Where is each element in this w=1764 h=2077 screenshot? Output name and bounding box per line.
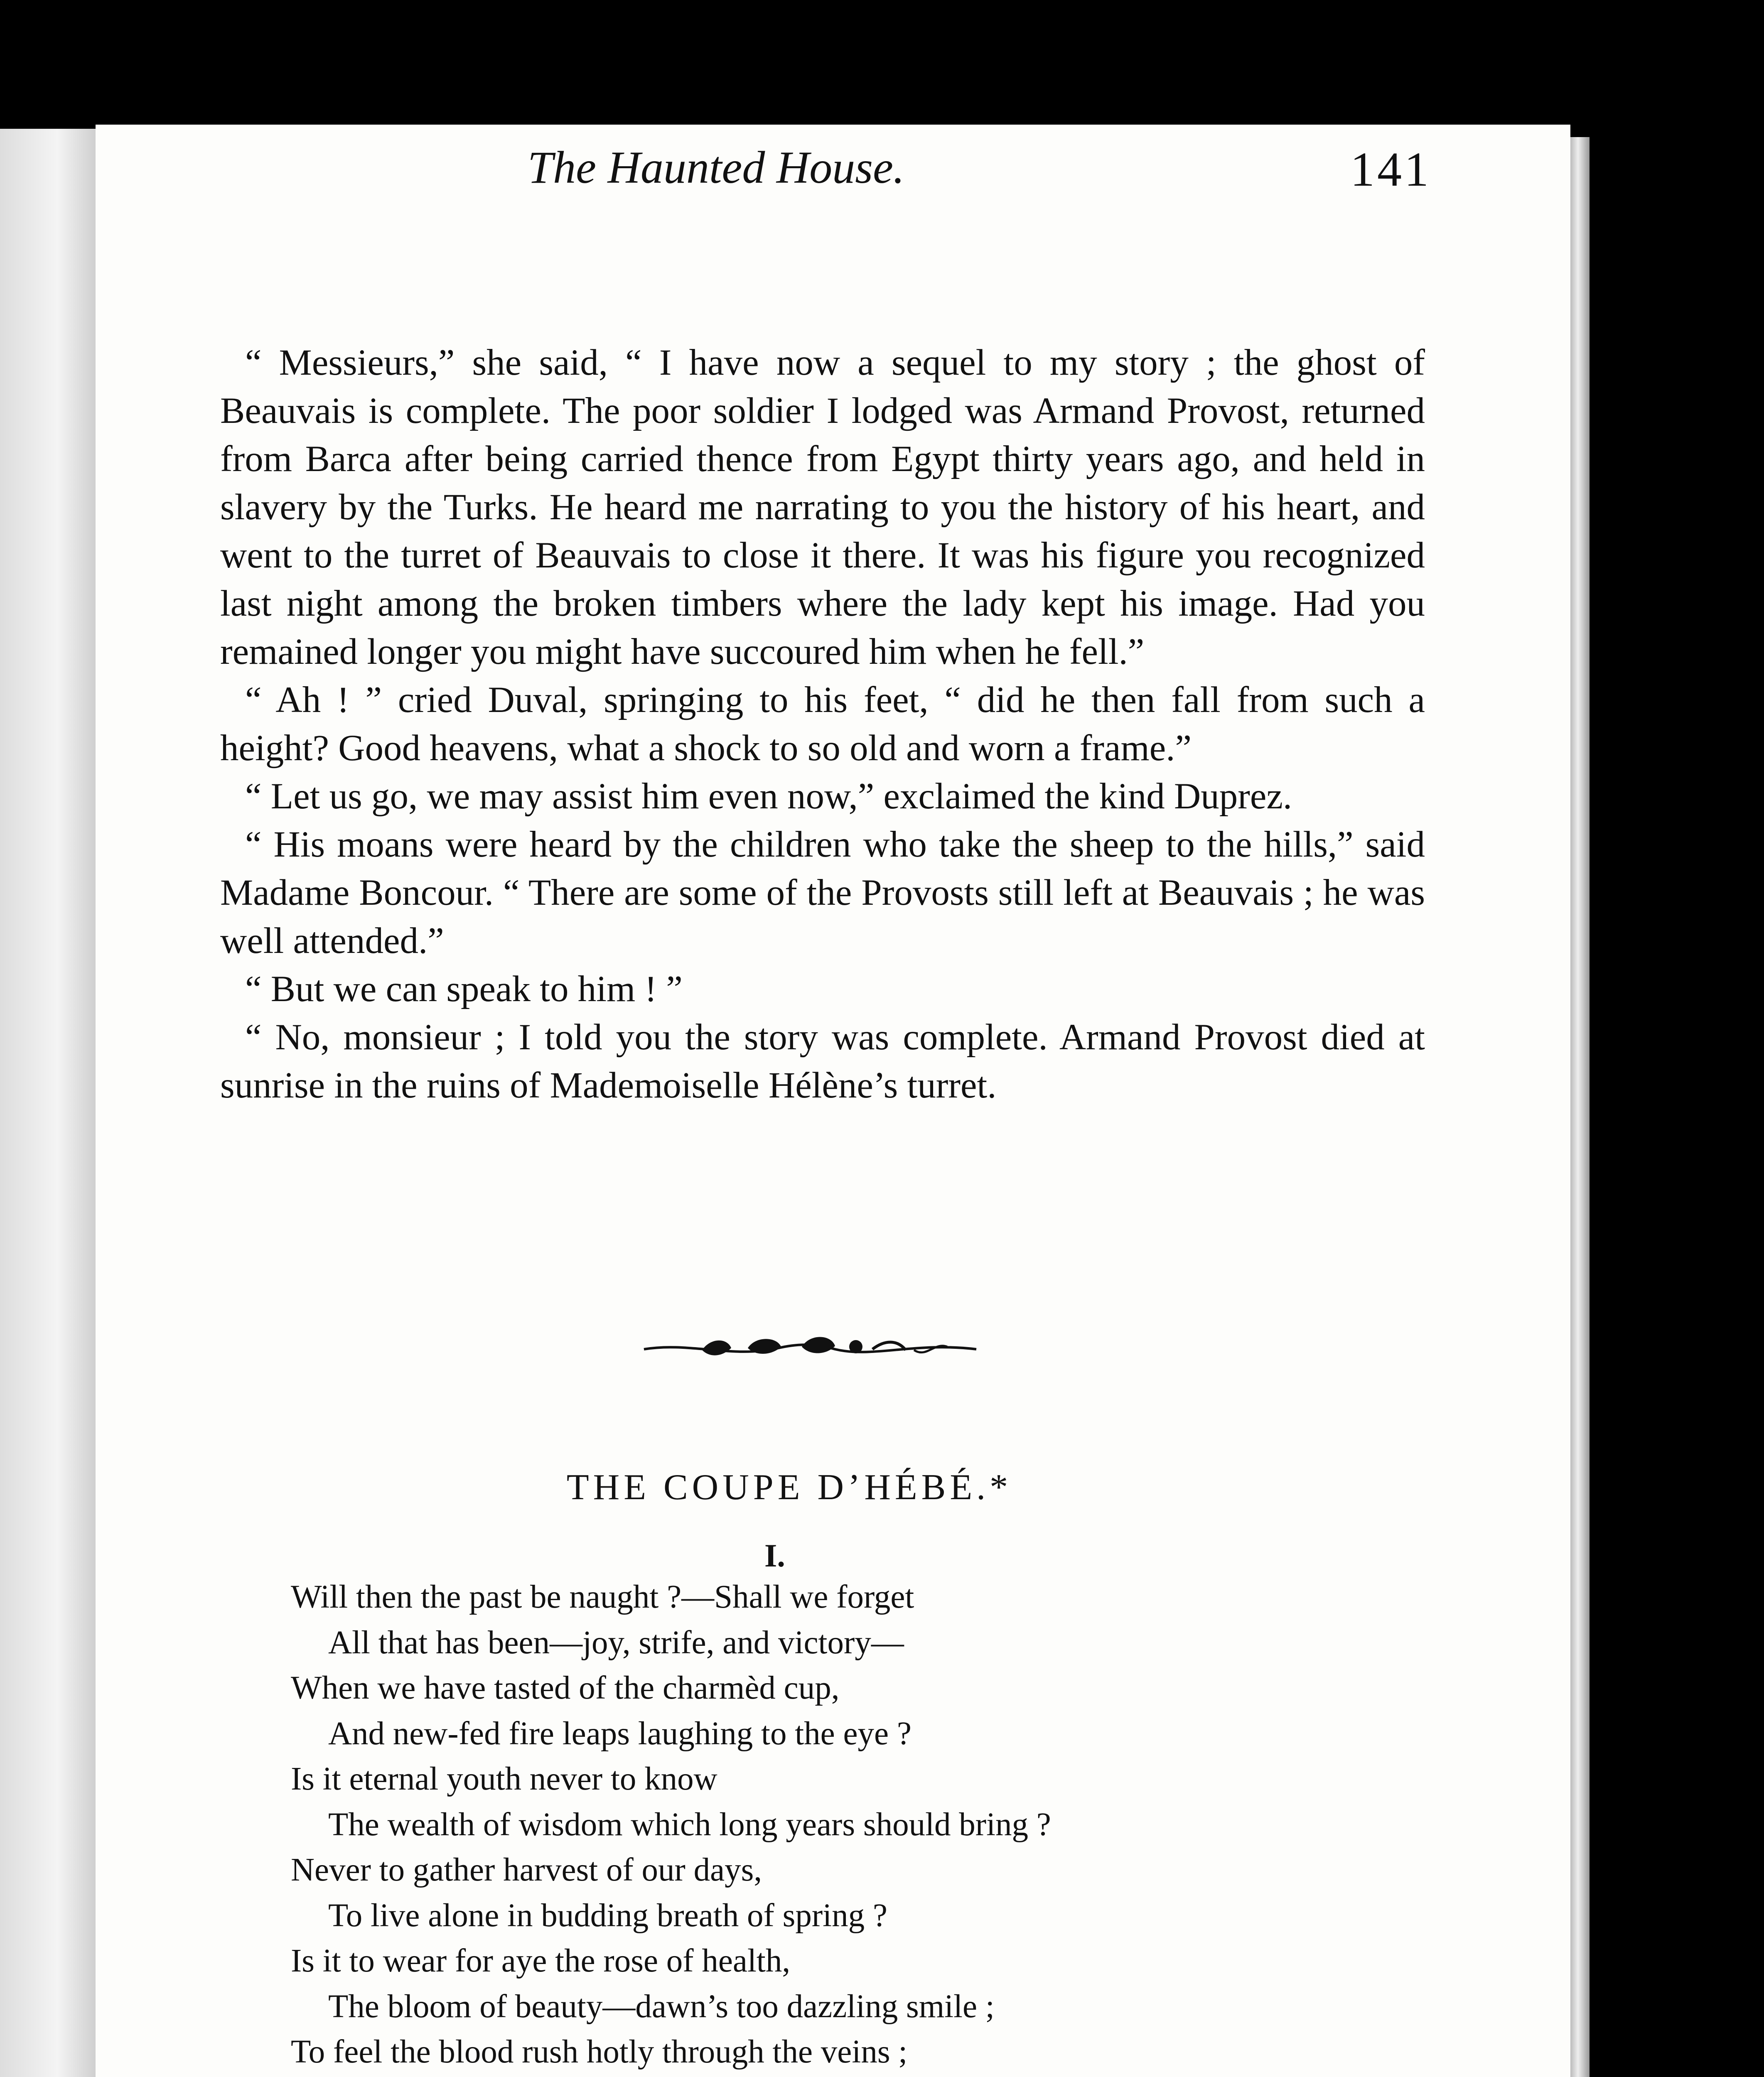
poem-line: Never to gather harvest of our days, — [291, 1852, 762, 1888]
paragraph: “ No, monsieur ; I told you the story was complete. Armand Provost died at sunrise in the ruins of Mademoiselle Hélène’s turret. — [220, 1017, 1425, 1106]
poem-line: And new-fed fire leaps laughing to the eye ? — [328, 1715, 911, 1752]
paragraph: “ His moans were heard by the children who take the sheep to the hills,” said Madame Boncour. “ There are some of the Provosts still left at Beauvais ; he was well attended.” — [220, 824, 1425, 961]
paragraph: “ Messieurs,” she said, “ I have now a sequel to my story ; the ghost of Beauvais is complete. The poor soldier I lodged was Armand Provost, returned from Barca after being carried thence from Egypt thirty years ago, and held in slavery by the Turks. He heard me narrating to you the history of his heart, and went to the turret of Beauvais to close it there. It was his figure you recognized last night among the broken timbers where the lady kept his image. Had you remained longer you might have succoured him when he fell.” — [220, 342, 1425, 672]
poem-line: Is it eternal youth never to know — [291, 1761, 717, 1797]
poem-line: Is it to wear for aye the rose of health, — [291, 1943, 791, 1979]
paragraph: “ But we can speak to him ! ” — [245, 969, 683, 1009]
poem-line: All that has been—joy, strife, and victory— — [328, 1624, 904, 1661]
poem-line: Will then the past be naught ?—Shall we forget — [291, 1579, 914, 1615]
poem-line: When we have tasted of the charmèd cup, — [291, 1670, 840, 1706]
paragraph: “ Let us go, we may assist him even now,” exclaimed the kind Duprez. — [245, 776, 1292, 817]
page-number: 141 — [1350, 142, 1431, 196]
poem-line — [291, 2075, 1371, 2077]
poem-title: THE COUPE D’HÉBÉ.* — [566, 1467, 1012, 1507]
page-edge-right — [1570, 137, 1590, 2077]
poem-line: The bloom of beauty—dawn’s too dazzling smile ; — [328, 1988, 995, 2025]
story-text — [220, 339, 1425, 1110]
decorative-ornament — [640, 1325, 980, 1371]
poem-line: To live alone in budding breath of spring ? — [328, 1897, 887, 1934]
stanza-number: I. — [764, 1537, 785, 1574]
running-title: The Haunted House. — [528, 142, 905, 193]
poem-stanza — [291, 1574, 1371, 2077]
paragraph: “ Ah ! ” cried Duval, springing to his feet, “ did he then fall from such a height? Good heavens, what a shock to so old and worn a frame.” — [220, 680, 1425, 768]
poem-line: The wealth of wisdom which long years should bring ? — [328, 1806, 1051, 1843]
facing-page-edge — [0, 129, 98, 2077]
poem-line: To feel the blood rush hotly through the veins ; — [291, 2034, 908, 2070]
